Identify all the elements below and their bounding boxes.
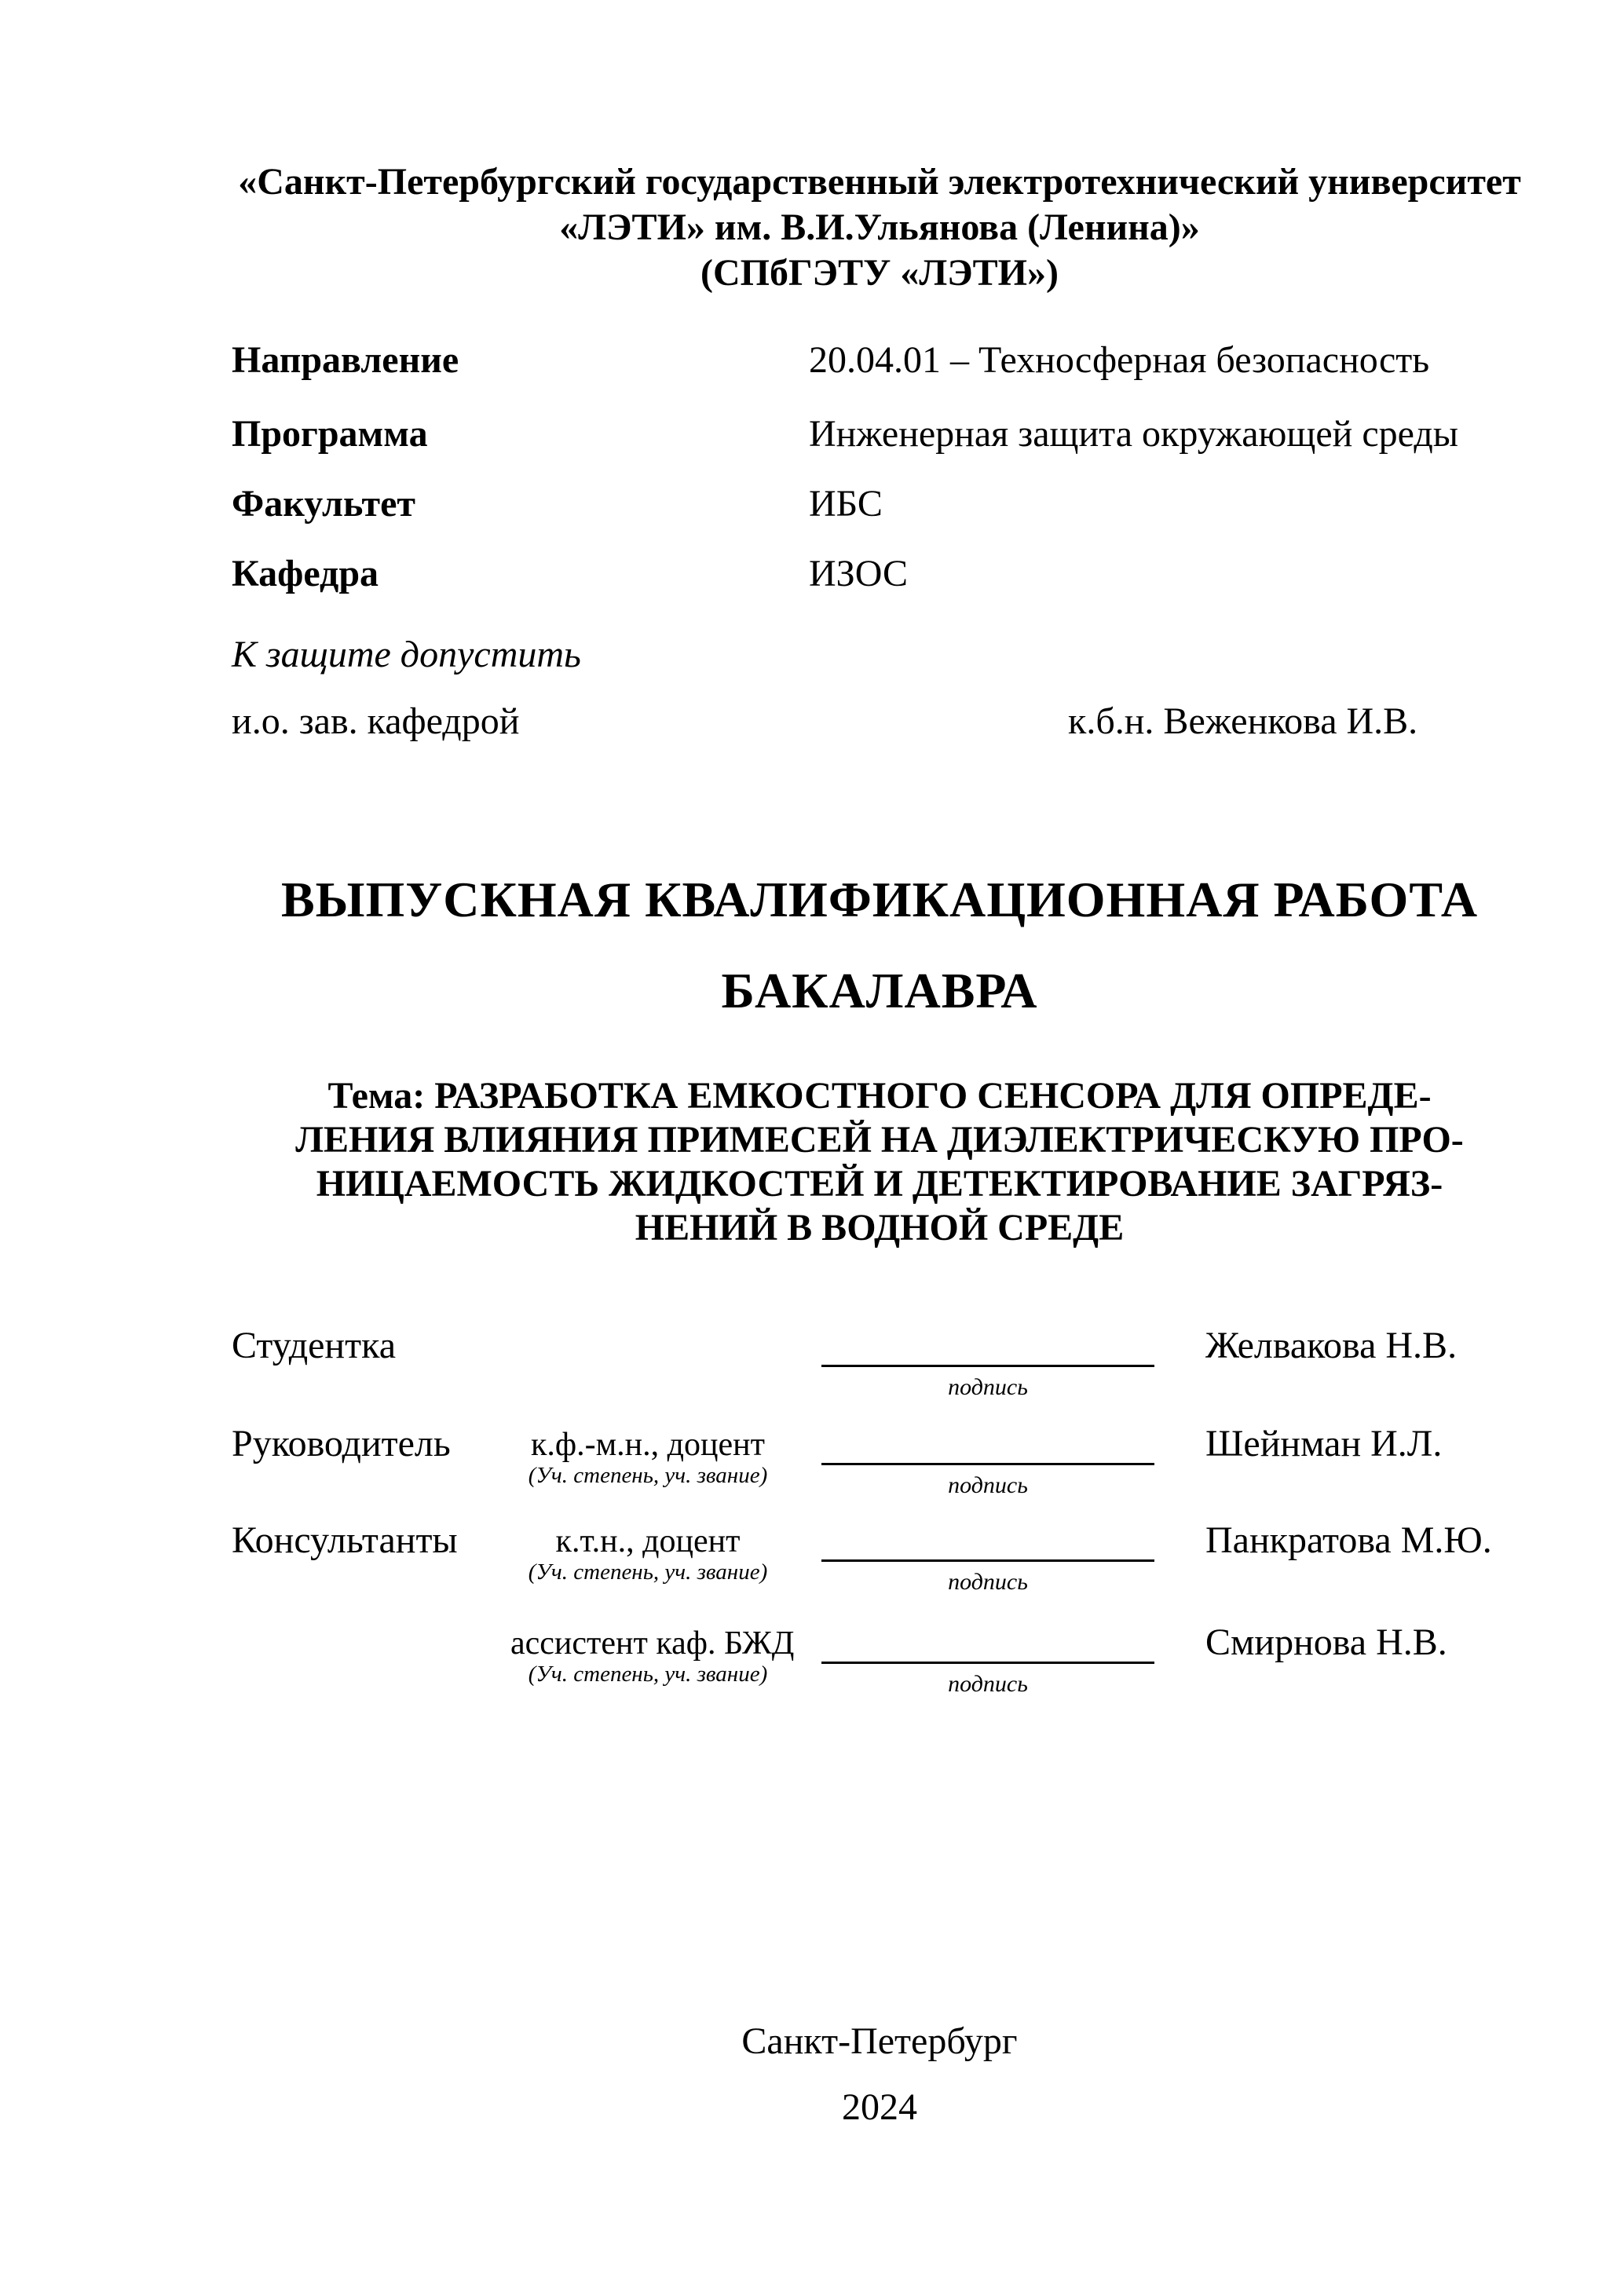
theme-line4: НЕНИЙ В ВОДНОЙ СРЕДЕ	[635, 1207, 1125, 1249]
degree-note: (Уч. степень, уч. звание)	[528, 1463, 768, 1488]
university-name-line2: «ЛЭТИ» им. В.И.Ульянова (Ленина)»	[559, 207, 1200, 248]
signature-row-student	[232, 1327, 1527, 1421]
degree-note: (Уч. степень, уч. звание)	[528, 1662, 768, 1687]
university-header	[232, 159, 1527, 296]
admission-approver-name: к.б.н. Веженкова И.В.	[1068, 700, 1418, 742]
theme-line1: Тема: РАЗРАБОТКА ЕМКОСТНОГО СЕНСОРА ДЛЯ ОПРЕДЕ-	[327, 1075, 1432, 1117]
field-row-department	[232, 555, 1527, 599]
signature-row-consultant-2	[232, 1621, 1527, 1718]
signature-role-label: Консультанты	[232, 1519, 458, 1561]
signature-line	[821, 1662, 1154, 1664]
signature-role-label: Руководитель	[232, 1423, 451, 1464]
signer-name: Шейнман И.Л.	[1205, 1423, 1443, 1464]
theme-line3: НИЦАЕМОСТЬ ЖИДКОСТЕЙ И ДЕТЕКТИРОВАНИЕ ЗАГРЯЗ-	[316, 1163, 1443, 1205]
signature-caption: подпись	[948, 1374, 1028, 1400]
signer-name: Смирнова Н.В.	[1205, 1621, 1447, 1663]
footer-city: Санкт-Петербург	[741, 2020, 1018, 2062]
admission-role: и.о. зав. кафедрой	[232, 700, 520, 742]
signature-role-label: Студентка	[232, 1325, 396, 1366]
field-row-faculty	[232, 485, 1527, 529]
signer-name: Желвакова Н.В.	[1205, 1325, 1458, 1366]
theme-line2: ЛЕНИЯ ВЛИЯНИЯ ПРИМЕСЕЙ НА ДИЭЛЕКТРИЧЕСКУЮ ПРО-	[295, 1119, 1464, 1161]
field-row-direction	[232, 339, 1527, 386]
signature-caption: подпись	[948, 1472, 1028, 1498]
field-label-department: Кафедра	[232, 553, 379, 594]
signer-degree: ассистент каф. БЖД	[510, 1625, 795, 1662]
university-name-line1: «Санкт-Петербургский государственный электротехнический университет	[238, 161, 1521, 203]
signer-name: Панкратова М.Ю.	[1205, 1519, 1492, 1561]
admission-statement: К защите допустить	[232, 634, 581, 675]
work-title-line2: БАКАЛАВРА	[721, 963, 1038, 1018]
thesis-theme	[232, 1074, 1527, 1250]
signature-row-supervisor	[232, 1425, 1527, 1519]
signature-row-consultant-1	[232, 1519, 1527, 1616]
work-title-line1: ВЫПУСКНАЯ КВАЛИФИКАЦИОННАЯ РАБОТА	[280, 872, 1479, 927]
field-value-department: ИЗОС	[809, 553, 908, 594]
degree-note: (Уч. степень, уч. звание)	[528, 1559, 768, 1585]
signature-line	[821, 1463, 1154, 1465]
signature-line	[821, 1365, 1154, 1367]
signature-caption: подпись	[948, 1569, 1028, 1595]
field-value-faculty: ИБС	[809, 483, 883, 525]
field-row-program	[232, 415, 1527, 459]
signer-degree: к.ф.-м.н., доцент	[531, 1427, 765, 1463]
signature-line	[821, 1559, 1154, 1562]
university-abbreviation: (СПбГЭТУ «ЛЭТИ»)	[700, 252, 1059, 294]
field-label-faculty: Факультет	[232, 483, 415, 525]
signer-degree: к.т.н., доцент	[555, 1523, 741, 1559]
footer-year: 2024	[842, 2086, 917, 2128]
field-label-program: Программа	[232, 413, 428, 455]
field-value-direction: 20.04.01 – Техносферная безопасность	[809, 339, 1430, 381]
signature-caption: подпись	[948, 1671, 1028, 1697]
field-label-direction: Направление	[232, 339, 459, 381]
field-value-program: Инженерная защита окружающей среды	[809, 413, 1459, 455]
